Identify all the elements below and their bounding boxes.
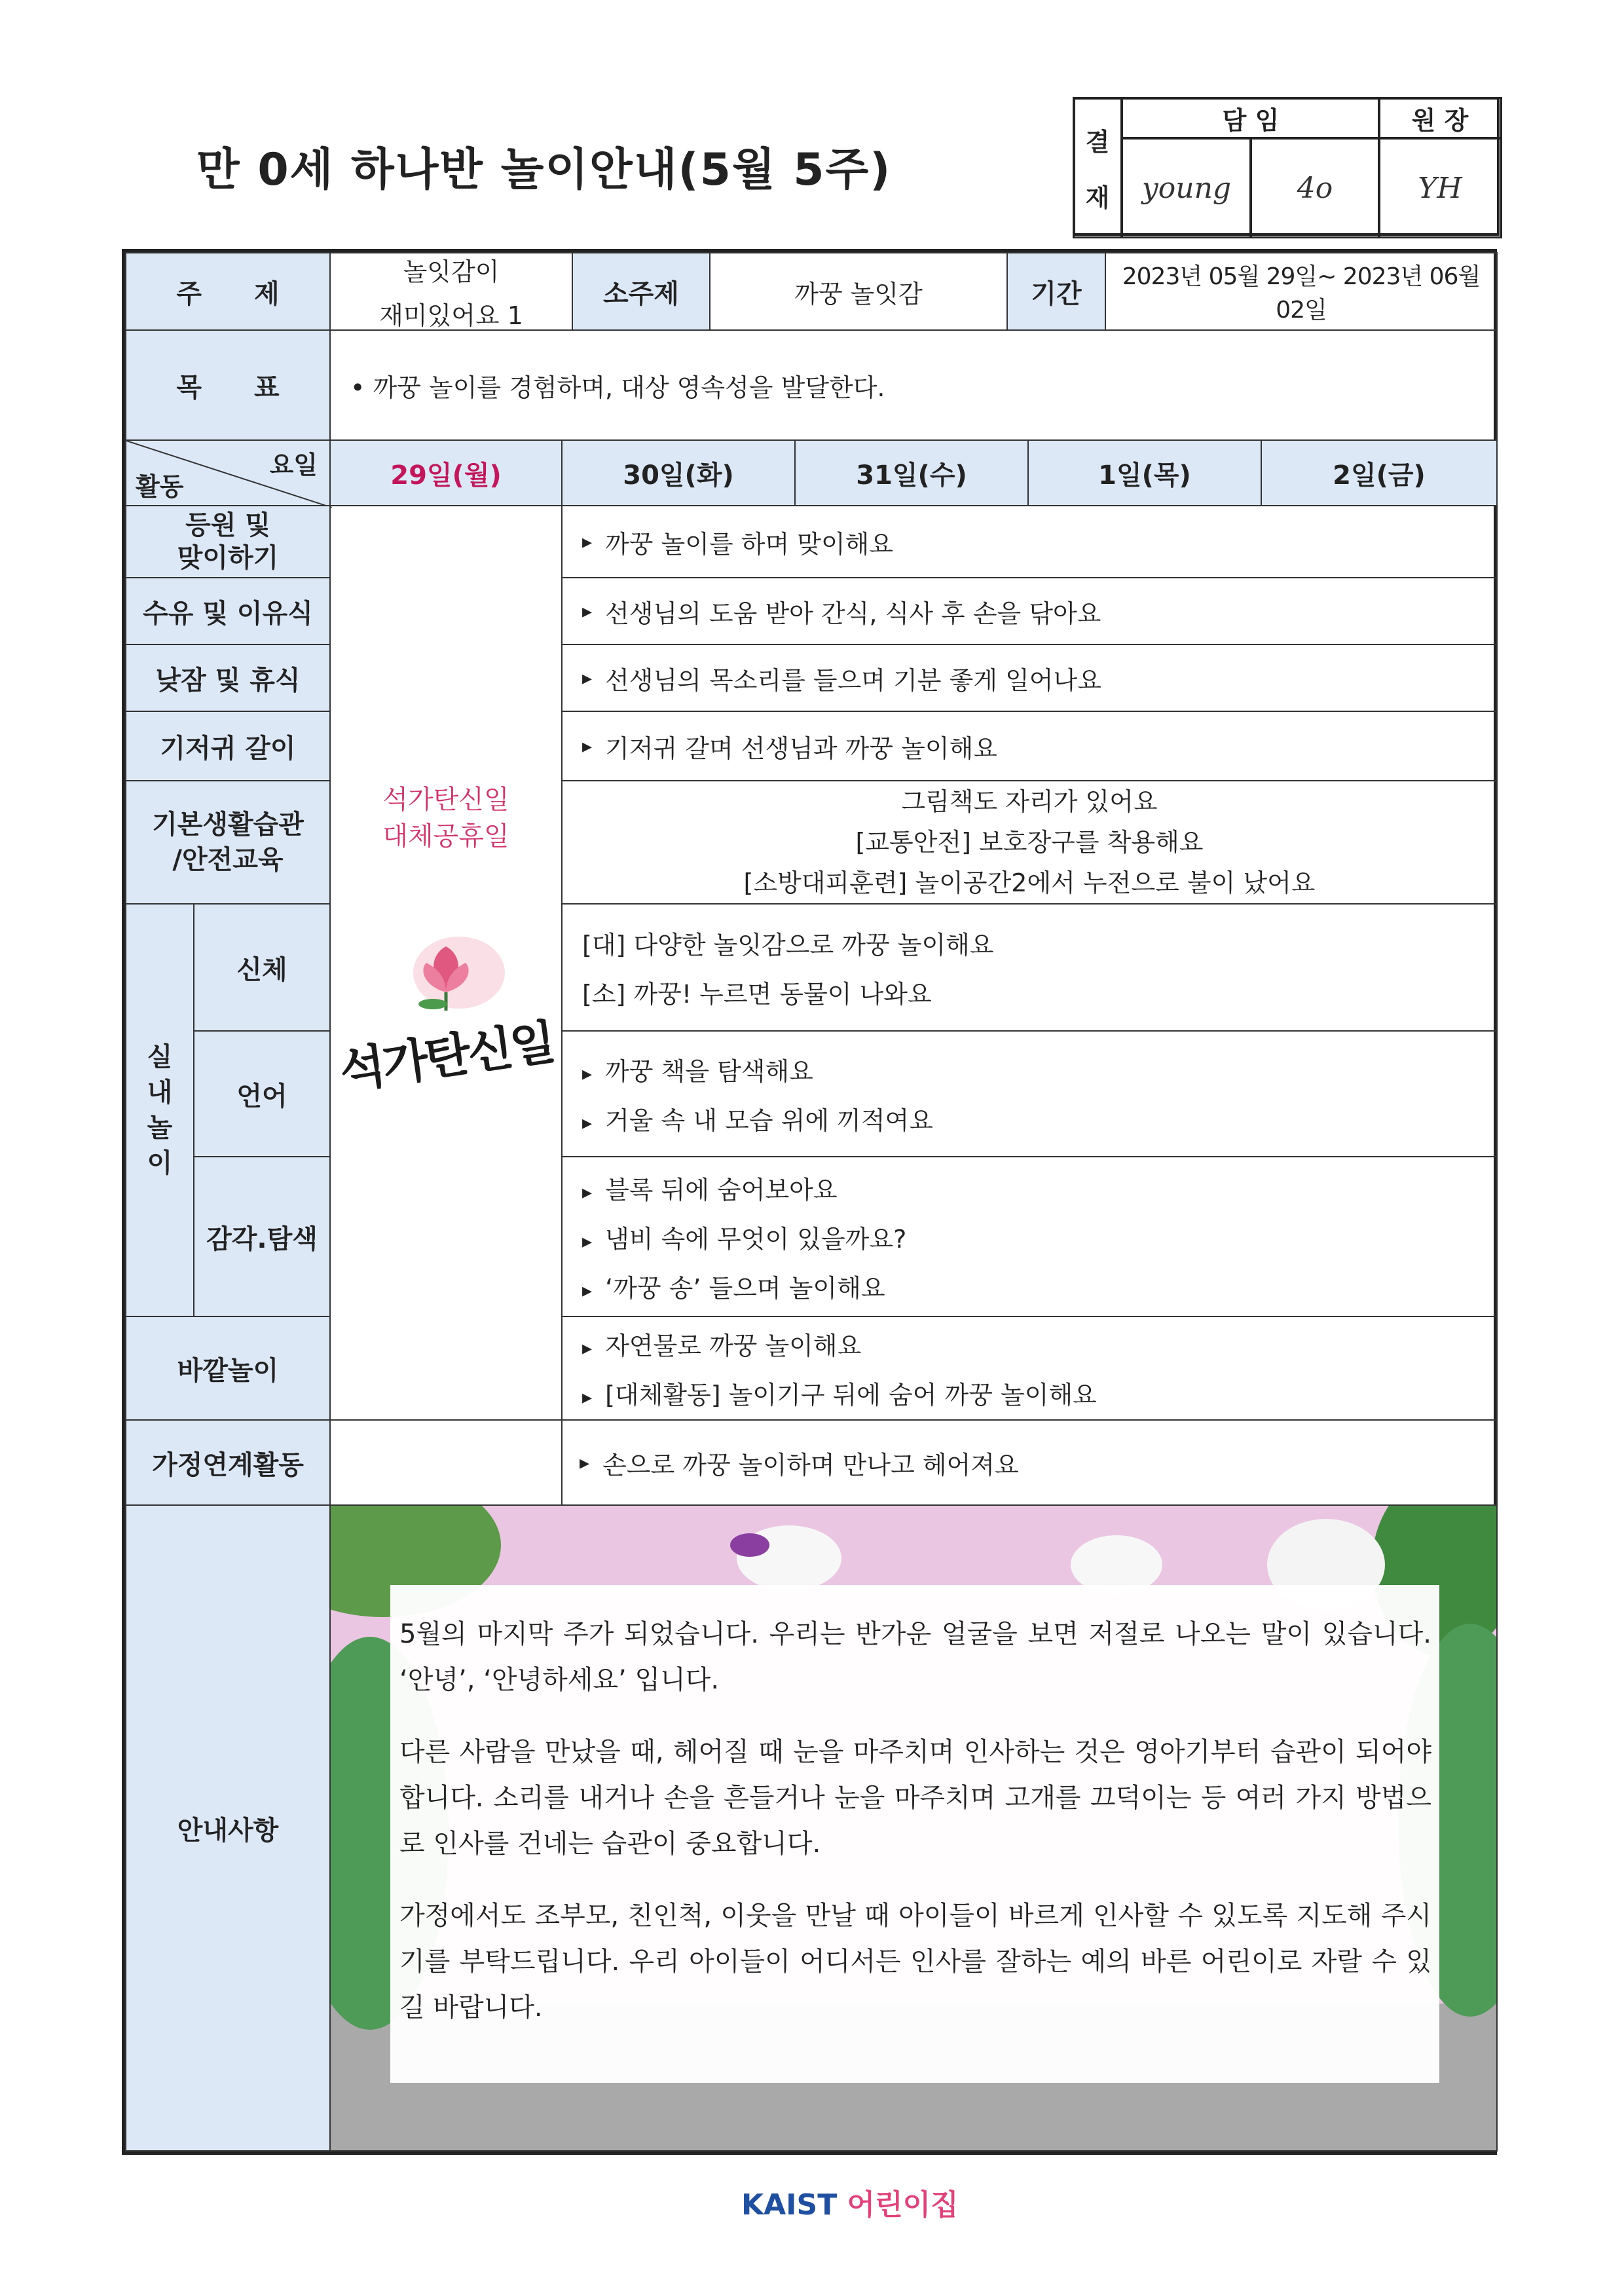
approval-header-teacher: 담 임 [1121,97,1380,139]
approval-label-1: 결 [1085,128,1110,157]
sensory-line-2: 냄비 속에 무엇이 있을까요? [605,1224,907,1254]
day-activity-corner [125,439,331,506]
arrival-label-2: 맞이하기 [177,543,279,573]
theme-value [329,252,573,331]
row-label-sensory: 감각.탐색 [193,1156,331,1317]
outdoor-line-2: [대체활동] 놀이기구 뒤에 숨어 까꿍 놀이해요 [605,1381,1097,1409]
sensory-line-3: ‘까꿍 송’ 들으며 놀이해요 [605,1273,885,1303]
day-header-thursday: 1일(목) [1027,439,1262,506]
theme-value-line-2: 재미있어요 1 [379,301,523,330]
sensory-item-2 [582,1219,906,1255]
sensory-line-1: 블록 뒤에 숨어보아요 [605,1175,838,1204]
notice-paragraph-2: 다른 사람을 만났을 때, 헤어질 때 눈을 마주치며 인사하는 것은 영아기부터 습관이 되어야 합니다. 소리를 내거나 손을 흔들거나 눈을 마주치며 고개를 끄덕이는 등 여러 가지 방법으로 인사를 건네는 습관이 중요합니다. [399,1737,1431,1859]
signature-3-text: YH [1418,171,1462,205]
page-title: 만 0세 하나반 놀이안내(5월 5주) [196,144,892,196]
bullet-icon: ▸ [582,1111,593,1134]
approval-header-director: 원 장 [1378,97,1502,139]
kaist-logo [741,2181,959,2223]
outdoor-item-2 [582,1375,1097,1411]
row-label-arrival [125,505,331,578]
bullet-icon: ▸ [582,1386,593,1409]
approval-box [1073,97,1500,236]
language-item-1 [582,1051,813,1087]
indoor-char-1: 실 [147,1042,173,1072]
bullet-icon: ▸ [582,1062,593,1085]
meal-text: 선생님의 도움 받아 간식, 식사 후 손을 닦아요 [605,599,1101,628]
indoor-char-4: 이 [147,1148,173,1178]
approval-label-2: 재 [1085,183,1110,212]
signature-2-text: 4o [1297,171,1333,205]
row-diaper-content [561,711,1498,781]
row-label-nap: 낮잠 및 휴식 [125,644,331,712]
row-nap-content [561,644,1498,712]
goal-label: 목 표 [125,329,331,441]
sensory-item-1 [582,1170,838,1206]
approval-side-label [1073,97,1122,238]
row-label-home: 가정연계활동 [125,1419,331,1506]
habit-label-2: /안전교육 [172,845,284,875]
physical-line-1: [대] 다양한 놀잇감으로 까꿍 놀이해요 [582,931,994,960]
language-line-2: 거울 속 내 모습 위에 끼적여요 [605,1106,933,1135]
arrival-text: 까꿍 놀이를 하며 맞이해요 [605,529,894,559]
diaper-text: 기저귀 갈며 선생님과 까꿍 놀이해요 [605,734,998,763]
bullet-icon: ▸ [582,1229,593,1253]
habit-label-1: 기본생활습관 [152,810,304,840]
indoor-play-label [125,903,194,1317]
row-arrival-content [561,505,1498,578]
period-value: 2023년 05월 29일~ 2023년 06월 02일 [1105,252,1498,331]
physical-line-2: [소] 까꿍! 누르면 동물이 나와요 [582,980,932,1009]
day-monday-label: 29일(월) [390,460,502,491]
row-label-meal: 수유 및 이유식 [125,577,331,645]
row-outdoor-content [561,1316,1498,1421]
theme-label: 주 제 [125,252,331,331]
nap-text: 선생님의 목소리를 들으며 기분 좋게 일어나요 [605,665,1101,695]
habit-line-3: [소방대피훈련] 놀이공간2에서 누전으로 불이 났어요 [743,868,1316,897]
language-item-2 [582,1100,933,1136]
day-header-monday [329,439,563,506]
outdoor-line-1: 자연물로 까꿍 놀이해요 [605,1332,862,1360]
row-label-habit [125,780,331,905]
subtheme-value: 까꿍 놀잇감 [709,252,1008,331]
logo-daycare-text: 어린이집 [847,2188,959,2222]
bullet-icon: ▸ [582,1337,593,1360]
signature-1 [1121,138,1252,238]
row-label-notice: 안내사항 [125,1504,331,2152]
lotus-icon [361,933,531,1012]
holiday-calligraphy: 석가탄신일 [336,1013,557,1099]
row-physical-content [561,903,1498,1032]
habit-line-2: [교통안전] 보호장구를 착용해요 [855,828,1204,857]
indoor-char-2: 내 [147,1077,173,1108]
corner-top-label: 요일 [269,451,318,479]
indoor-char-3: 놀 [147,1113,173,1143]
arrival-label-1: 등원 및 [185,510,270,540]
row-label-diaper: 기저귀 갈이 [125,711,331,781]
row-label-language: 언어 [193,1030,331,1157]
language-line-1: 까꿍 책을 탐색해요 [605,1057,813,1086]
row-label-outdoor: 바깥놀이 [125,1316,331,1421]
bullet-icon: ▸ [582,530,593,553]
corner-bottom-label: 활동 [136,472,184,501]
period-label: 기간 [1006,252,1106,331]
habit-line-1: 그림책도 자리가 있어요 [901,787,1158,816]
holiday-line-2: 대체공휴일 [382,821,509,851]
row-home-content [329,1419,1498,1506]
theme-value-line-1: 놀잇감이 [403,257,500,286]
row-meal-content [561,577,1498,645]
logo-kaist-text: KAIST [741,2188,838,2222]
day-header-tuesday: 30일(화) [561,439,796,506]
notice-paragraph-1: 5월의 마지막 주가 되었습니다. 우리는 반가운 얼굴을 보면 저절로 나오는 말이 있습니다. ‘안녕’, ‘안녕하세요’ 입니다. [399,1619,1431,1695]
holiday-line-1: 석가탄신일 [382,785,509,815]
bullet-icon: ▸ [582,599,593,623]
sensory-item-3 [582,1268,885,1304]
outdoor-item-1 [582,1326,861,1362]
goal-text: • 까꿍 놀이를 경험하며, 대상 영속성을 발달한다. [329,329,1498,441]
row-sensory-content [561,1156,1498,1317]
notice-text-box [390,1585,1439,2083]
day-header-wednesday: 31일(수) [794,439,1029,506]
bullet-icon: ▸ [580,1451,590,1474]
signature-2 [1249,138,1380,238]
home-text: 손으로 까꿍 놀이하며 만나고 헤어져요 [602,1450,1019,1480]
notice-paragraph-3: 가정에서도 조부모, 친인척, 이웃을 만날 때 아이들이 바르게 인사할 수 있도록 지도해 주시기를 부탁드립니다. 우리 아이들이 어디서든 인사를 잘하는 예의 바른 어린이로 자랄 수 있길 바랍니다. [399,1901,1431,2023]
subtheme-label: 소주제 [572,252,710,331]
row-label-physical: 신체 [193,903,331,1032]
bullet-icon: ▸ [582,1278,593,1302]
signature-3 [1378,138,1502,238]
signature-1-text: young [1141,171,1232,205]
bullet-icon: ▸ [582,1180,593,1204]
day-header-friday: 2일(금) [1261,439,1498,506]
row-language-content [561,1030,1498,1157]
bullet-icon: ▸ [582,666,593,690]
bullet-icon: ▸ [582,734,593,758]
row-habit-content [561,780,1498,905]
